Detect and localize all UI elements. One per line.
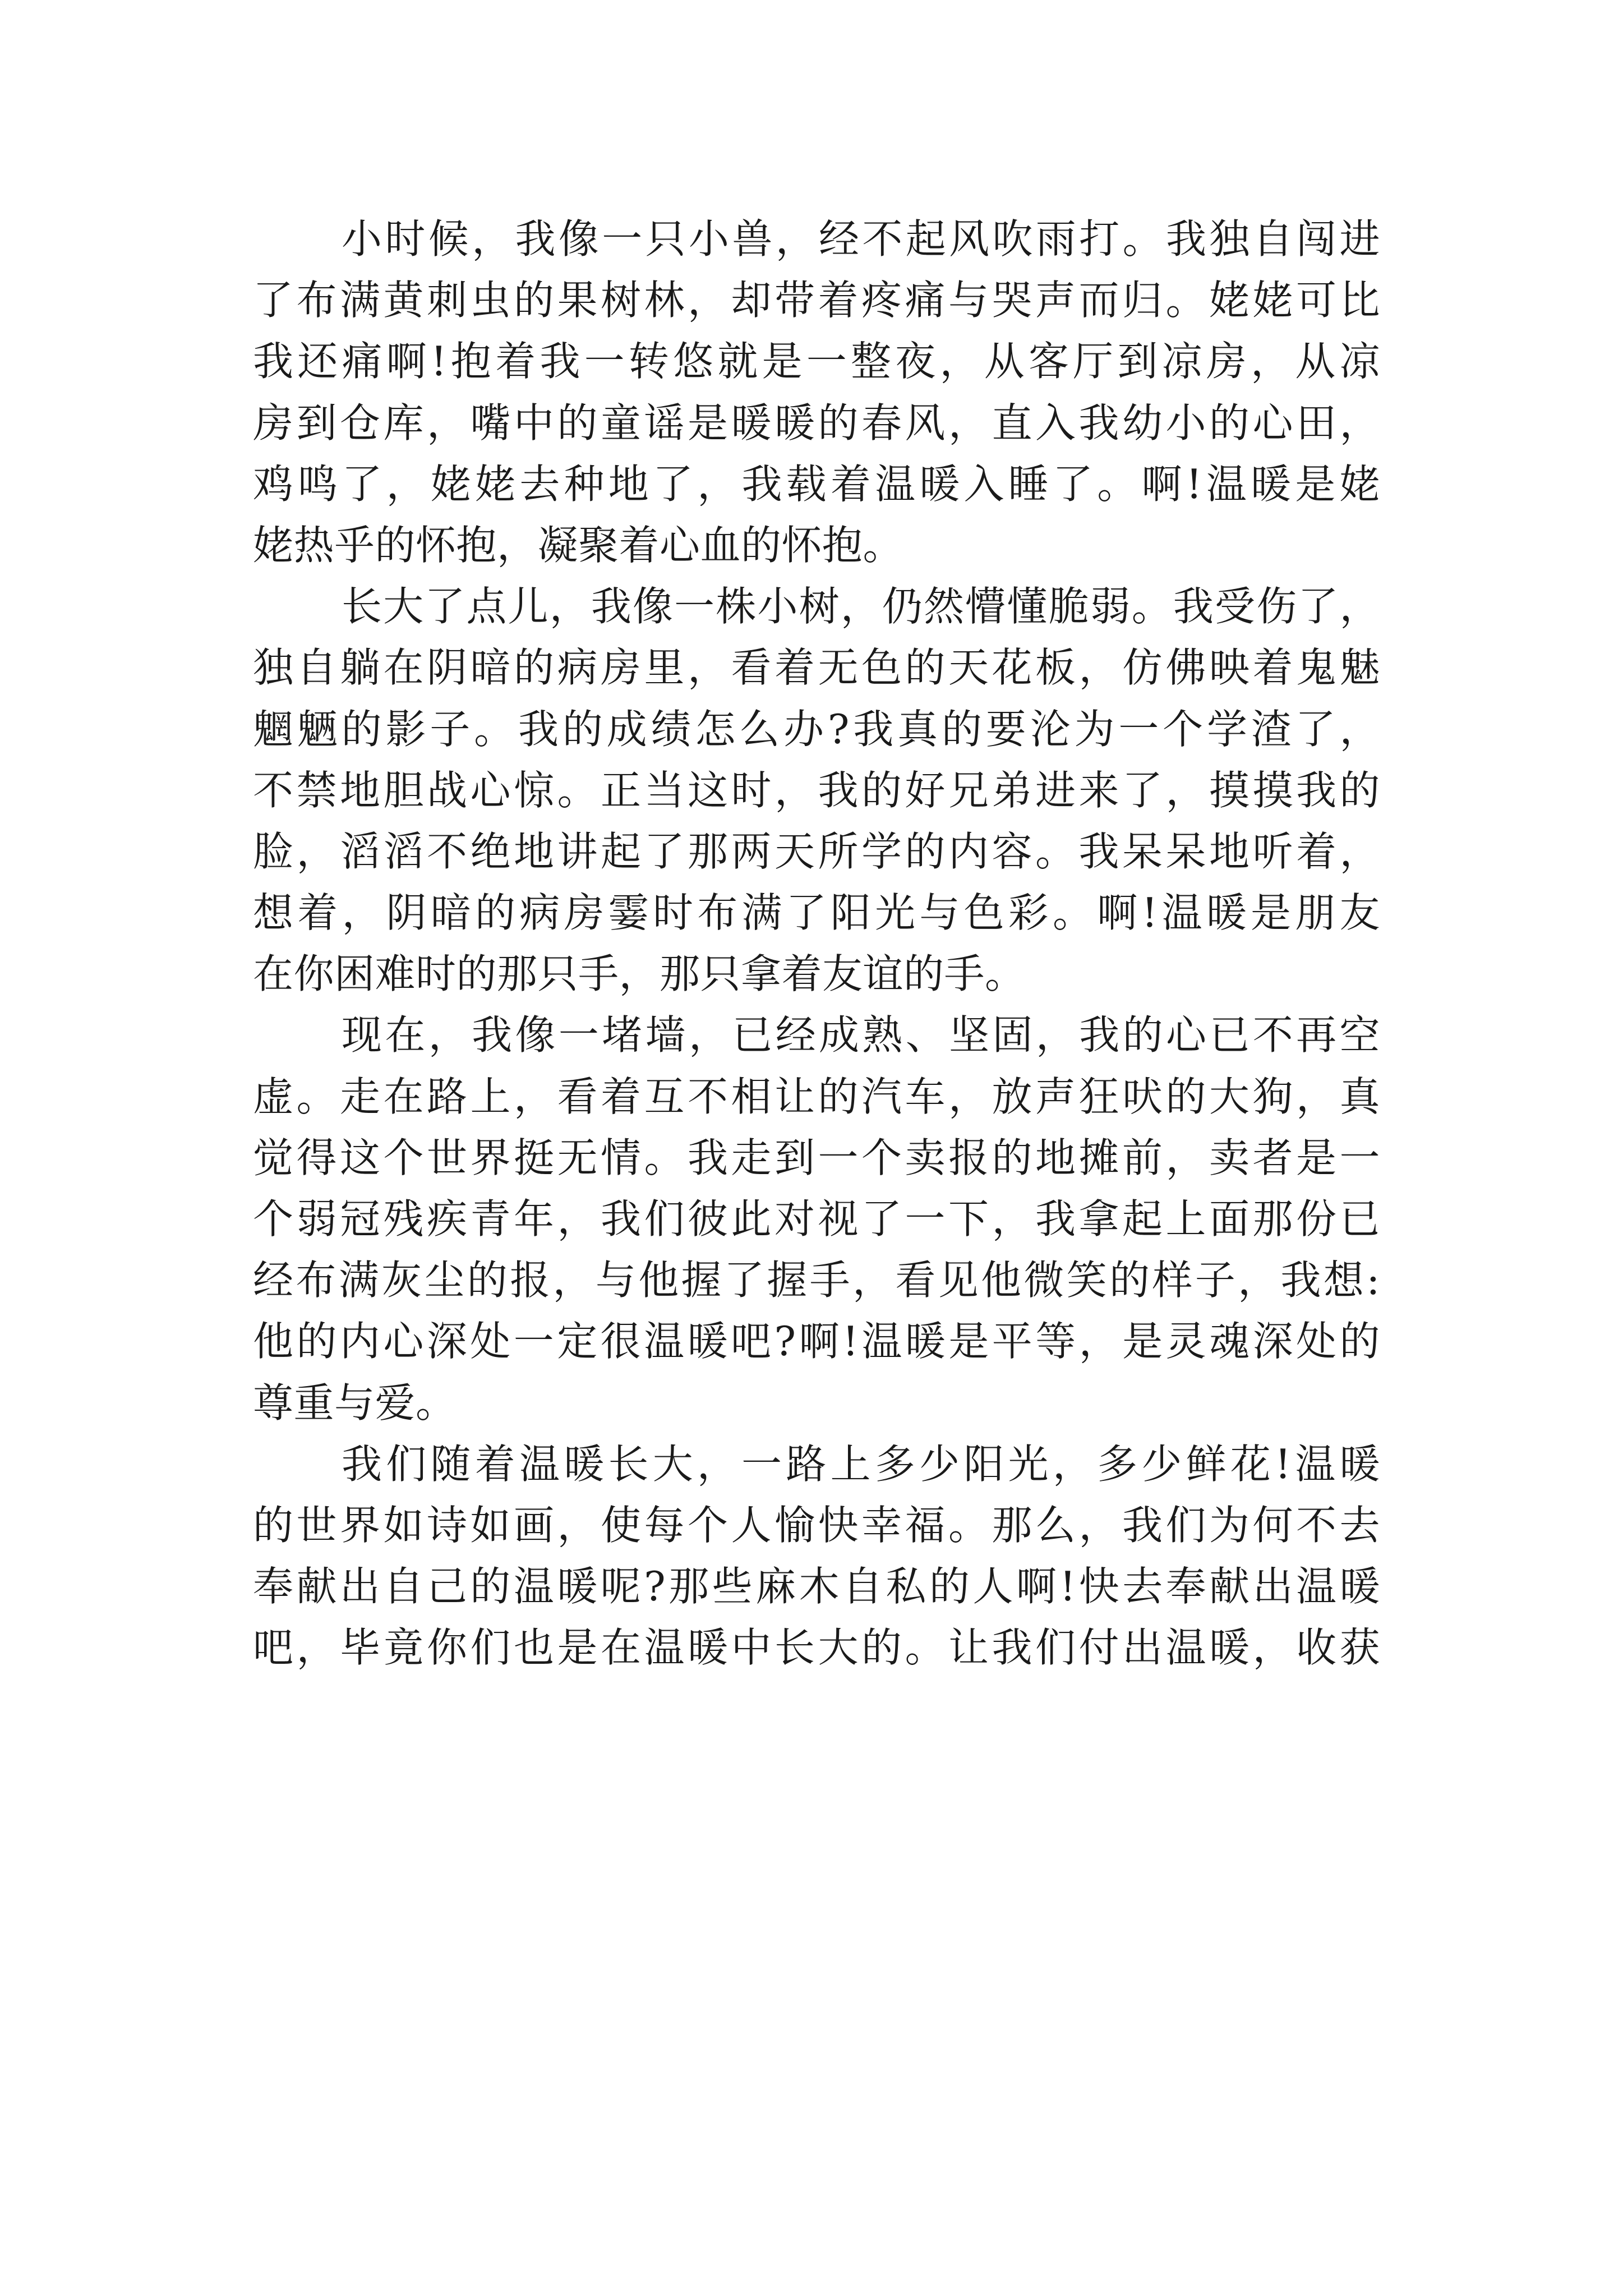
paragraph-3-line-7: 尊重与爱。 — [253, 1379, 457, 1427]
paragraph-2-line-1: 长大了点儿，我像一株小树，仍然懵懂脆弱。我受伤了， — [342, 583, 1380, 631]
paragraph-1-line-3: 我还痛啊!抱着我一转悠就是一整夜，从客厅到凉房，从凉 — [253, 338, 1380, 385]
paragraph-4-line-3: 奉献出自己的温暖呢?那些麻木自私的人啊!快去奉献出温暖 — [253, 1563, 1380, 1611]
article-body — [253, 209, 1380, 1679]
paragraph-3-line-5: 经布满灰尘的报，与他握了握手，看见他微笑的样子，我想: — [253, 1257, 1380, 1304]
paragraph-1-line-2: 了布满黄刺虫的果树林，却带着疼痛与哭声而归。姥姥可比 — [253, 277, 1380, 324]
paragraph-2-line-3: 魍魉的影子。我的成绩怎么办?我真的要沦为一个学渣了， — [253, 705, 1380, 753]
paragraph-2-line-7: 在你困难时的那只手，那只拿着友谊的手。 — [253, 950, 1026, 998]
paragraph-3-line-1: 现在，我像一堵墙，已经成熟、坚固，我的心已不再空 — [342, 1011, 1380, 1059]
paragraph-4-line-2: 的世界如诗如画，使每个人愉快幸福。那么，我们为何不去 — [253, 1501, 1380, 1549]
paragraph-1-line-5: 鸡鸣了，姥姥去种地了，我载着温暖入睡了。啊!温暖是姥 — [253, 460, 1380, 508]
paragraph-3-line-2: 虚。走在路上，看着互不相让的汽车，放声狂吠的大狗，真 — [253, 1073, 1380, 1120]
paragraph-2-line-2: 独自躺在阴暗的病房里，看着无色的天花板，仿佛映着鬼魅 — [253, 644, 1380, 692]
paragraph-2-line-4: 不禁地胆战心惊。正当这时，我的好兄弟进来了，摸摸我的 — [253, 766, 1380, 814]
paragraph-4-line-1: 我们随着温暖长大，一路上多少阳光，多少鲜花!温暖 — [342, 1440, 1380, 1488]
paragraph-3-line-6: 他的内心深处一定很温暖吧?啊!温暖是平等，是灵魂深处的 — [253, 1318, 1380, 1365]
paragraph-4-line-4: 吧，毕竟你们也是在温暖中长大的。让我们付出温暖，收获 — [253, 1624, 1380, 1672]
paragraph-3-line-3: 觉得这个世界挺无情。我走到一个卖报的地摊前，卖者是一 — [253, 1134, 1380, 1181]
paragraph-3-line-4: 个弱冠残疾青年，我们彼此对视了一下，我拿起上面那份已 — [253, 1195, 1380, 1243]
paragraph-2-line-6: 想着，阴暗的病房霎时布满了阳光与色彩。啊!温暖是朋友 — [253, 889, 1380, 937]
paragraph-2-line-5: 脸，滔滔不绝地讲起了那两天所学的内容。我呆呆地听着， — [253, 827, 1380, 875]
paragraph-1-line-4: 房到仓库，嘴中的童谣是暖暖的春风，直入我幼小的心田， — [253, 399, 1380, 447]
paragraph-1-line-1: 小时候，我像一只小兽，经不起风吹雨打。我独自闯进 — [342, 215, 1380, 263]
paragraph-1-line-6: 姥热乎的怀抱，凝聚着心血的怀抱。 — [253, 521, 904, 569]
